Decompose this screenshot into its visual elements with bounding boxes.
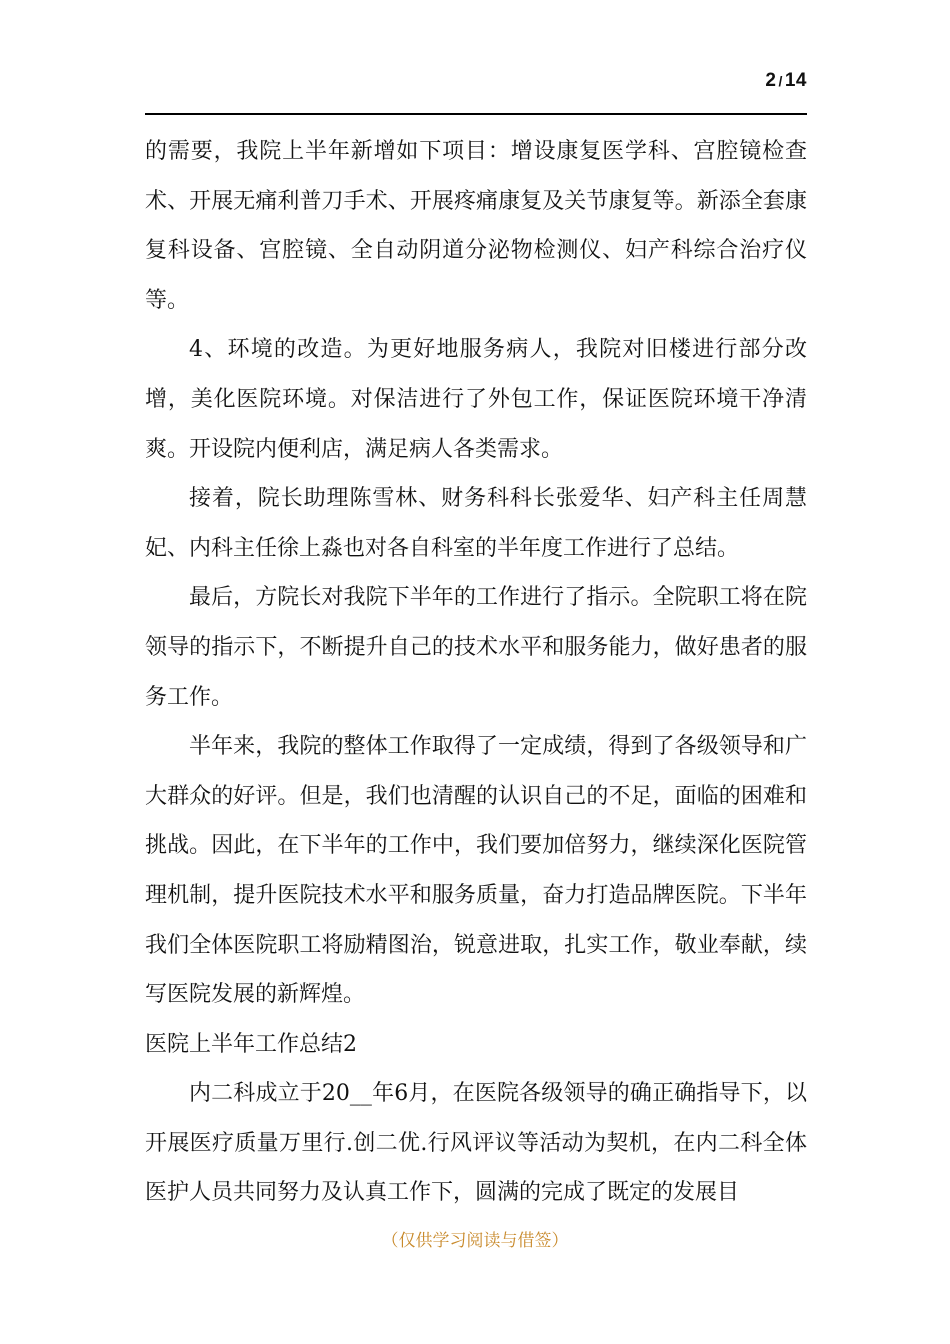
document-body	[145, 127, 807, 1218]
page-number	[765, 70, 807, 92]
total-pages: 14	[784, 70, 807, 91]
paragraph-internal-medicine: 内二科成立于20__年6月，在医院各级领导的确正确指导下，以开展医疗质量万里行.创二优.行风评议等活动为契机，在内二科全体医护人员共同努力及认真工作下，圆满的完成了既定的发展目	[145, 1081, 807, 1206]
paragraph-continuation: 的需要，我院上半年新增如下项目：增设康复医学科、宫腔镜检查术、开展无痛利普刀手术、开展疼痛康复及关节康复等。新添全套康复科设备、宫腔镜、全自动阴道分泌物检测仪、妇产科综合治疗仪等。	[145, 139, 807, 313]
footer-disclaimer: （仅供学习阅读与借签）	[381, 1231, 569, 1251]
paragraph-director-instructions: 最后，方院长对我院下半年的工作进行了指示。全院职工将在院领导的指示下，不断提升自己的技术水平和服务能力，做好患者的服务工作。	[145, 585, 807, 710]
header-divider	[145, 113, 807, 115]
paragraph-half-year-review: 半年来，我院的整体工作取得了一定成绩，得到了各级领导和广大群众的好评。但是，我们也清醒的认识自己的不足，面临的困难和挑战。因此，在下半年的工作中，我们要加倍努力，继续深化医院管理机制，提升医院技术水平和服务质量，奋力打造品牌医院。下半年我们全体医院职工将励精图治，锐意进取，扎实工作，敬业奉献，续写医院发展的新辉煌。	[145, 734, 807, 1008]
page-separator: /	[778, 73, 783, 89]
paragraph-department-summaries: 接着，院长助理陈雪林、财务科科长张爱华、妇产科主任周慧妃、内科主任徐上淼也对各自科室的半年度工作进行了总结。	[145, 486, 807, 561]
section-heading: 医院上半年工作总结2	[145, 1031, 357, 1057]
current-page: 2	[765, 70, 777, 91]
paragraph-environment: 4、环境的改造。为更好地服务病人，我院对旧楼进行部分改增，美化医院环境。对保洁进行了外包工作，保证医院环境干净清爽。开设院内便利店，满足病人各类需求。	[145, 337, 807, 462]
